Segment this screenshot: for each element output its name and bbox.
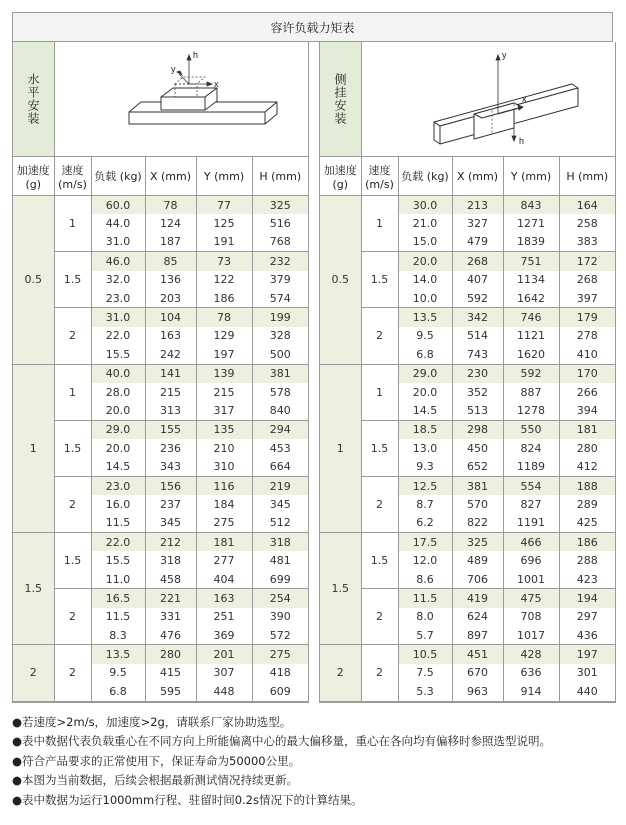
h-cell: 268 [576, 273, 598, 287]
col-speed: 速度(m/s) [361, 157, 398, 196]
h-cell: 410 [559, 345, 615, 364]
h-cell: 512 [252, 514, 308, 533]
y-cell: 277 [196, 551, 252, 569]
h-cell: 578 [269, 385, 291, 399]
x-cell: 221 [145, 589, 196, 608]
x-cell: 237 [145, 495, 196, 513]
speed-cell: 1 [54, 364, 91, 420]
y-cell: 210 [196, 439, 252, 457]
load-cell: 46.0 [91, 252, 145, 271]
load-cell: 21.0 [398, 214, 452, 232]
x-cell: 706 [452, 570, 503, 589]
x-cell: 327 [452, 214, 503, 232]
x-cell: 342 [452, 308, 503, 327]
x-cell: 419 [452, 589, 503, 608]
mount-label-side: 侧挂安装 [320, 42, 362, 156]
side-table-body [320, 196, 615, 702]
horizontal-mount-table [12, 42, 309, 703]
y-cell: 191 [196, 233, 252, 252]
y-cell: 592 [503, 364, 559, 383]
h-cell: 164 [559, 196, 615, 215]
table-row [320, 196, 615, 215]
x-cell: 236 [145, 439, 196, 457]
axis-label-h: h [518, 136, 524, 146]
y-cell: 1278 [503, 401, 559, 420]
speed-cell: 2 [54, 645, 91, 701]
axis-label-x: x [521, 94, 526, 104]
y-cell: 251 [196, 608, 252, 626]
x-cell: 624 [452, 608, 503, 626]
load-cell: 20.0 [91, 401, 145, 420]
y-cell: 696 [503, 551, 559, 569]
page [12, 12, 613, 810]
h-cell: 425 [559, 514, 615, 533]
load-cell: 44.0 [91, 214, 145, 232]
axis-label-y: y [170, 64, 175, 74]
y-cell: 78 [196, 308, 252, 327]
y-cell: 116 [196, 476, 252, 495]
x-cell: 104 [145, 308, 196, 327]
side-mount-table [319, 42, 616, 703]
table-row [320, 533, 615, 552]
accel-cell: 1.5 [13, 533, 54, 645]
load-cell: 12.0 [398, 551, 452, 569]
speed-cell: 2 [361, 308, 398, 364]
speed-cell: 2 [361, 645, 398, 701]
y-cell: 310 [196, 457, 252, 476]
load-cell: 16.5 [91, 589, 145, 608]
y-cell: 184 [196, 495, 252, 513]
h-cell: 186 [559, 533, 615, 552]
col-h: H (mm) [252, 157, 308, 196]
y-cell: 466 [503, 533, 559, 552]
y-cell: 1839 [503, 233, 559, 252]
x-cell: 415 [145, 664, 196, 682]
col-accel: 加速度(g) [320, 157, 361, 196]
x-cell: 592 [452, 289, 503, 308]
y-cell: 1001 [503, 570, 559, 589]
x-cell: 476 [145, 626, 196, 645]
load-cell: 8.6 [398, 570, 452, 589]
note-5: ●表中数据为运行1000mm行程、驻留时间0.2s情况下的计算结果。 [12, 792, 363, 807]
x-cell: 213 [452, 196, 503, 215]
x-cell: 407 [452, 271, 503, 289]
x-cell: 313 [145, 401, 196, 420]
load-cell: 11.5 [398, 589, 452, 608]
load-cell: 18.5 [398, 420, 452, 439]
y-cell: 186 [196, 289, 252, 308]
h-cell: 453 [269, 441, 291, 455]
h-cell: 258 [576, 217, 598, 231]
load-cell: 5.3 [398, 682, 452, 701]
y-cell: 827 [503, 495, 559, 513]
speed-cell: 1.5 [361, 252, 398, 308]
table-row [13, 645, 308, 664]
y-cell: 1017 [503, 626, 559, 645]
h-cell: 436 [559, 626, 615, 645]
table-row [320, 364, 615, 383]
load-cell: 60.0 [91, 196, 145, 215]
y-cell: 746 [503, 308, 559, 327]
h-cell: 609 [252, 682, 308, 701]
load-cell: 8.7 [398, 495, 452, 513]
x-cell: 242 [145, 345, 196, 364]
h-cell: 301 [576, 666, 598, 680]
h-cell: 297 [576, 610, 598, 624]
load-cell: 40.0 [91, 364, 145, 383]
h-cell: 325 [252, 196, 308, 215]
y-cell: 77 [196, 196, 252, 215]
x-cell: 489 [452, 551, 503, 569]
col-y: Y (mm) [196, 157, 252, 196]
load-cell: 16.0 [91, 495, 145, 513]
note-4: ●本图为当前数据，后续会根据最新测试情况持续更新。 [12, 773, 299, 788]
speed-cell: 1.5 [54, 533, 91, 589]
h-cell: 278 [576, 329, 598, 343]
table-row [13, 589, 308, 608]
h-cell: 318 [252, 533, 308, 552]
x-cell: 163 [145, 327, 196, 345]
load-cell: 29.0 [398, 364, 452, 383]
x-cell: 451 [452, 645, 503, 664]
load-cell: 14.0 [398, 271, 452, 289]
speed-cell: 2 [54, 308, 91, 364]
y-cell: 275 [196, 514, 252, 533]
h-cell: 197 [559, 645, 615, 664]
h-cell: 345 [269, 497, 291, 511]
table-row [320, 420, 615, 439]
load-cell: 11.0 [91, 570, 145, 589]
y-cell: 1134 [503, 271, 559, 289]
h-cell: 266 [576, 385, 598, 399]
table-row [13, 533, 308, 552]
load-cell: 28.0 [91, 383, 145, 401]
speed-cell: 2 [361, 476, 398, 532]
load-cell: 13.0 [398, 439, 452, 457]
h-cell: 840 [252, 401, 308, 420]
h-cell: 199 [252, 308, 308, 327]
load-cell: 9.5 [398, 327, 452, 345]
h-cell: 699 [252, 570, 308, 589]
x-cell: 450 [452, 439, 503, 457]
y-cell: 129 [196, 327, 252, 345]
x-cell: 203 [145, 289, 196, 308]
axis-label-x: x [213, 79, 218, 89]
y-cell: 708 [503, 608, 559, 626]
speed-cell: 1 [361, 364, 398, 420]
load-cell: 7.5 [398, 664, 452, 682]
x-cell: 343 [145, 457, 196, 476]
y-cell: 751 [503, 252, 559, 271]
table-row [13, 364, 308, 383]
load-cell: 10.0 [398, 289, 452, 308]
h-cell: 289 [576, 497, 598, 511]
table-row [13, 476, 308, 495]
load-cell: 23.0 [91, 289, 145, 308]
speed-cell: 2 [361, 589, 398, 645]
h-cell: 574 [252, 289, 308, 308]
h-cell: 516 [269, 217, 291, 231]
y-cell: 914 [503, 682, 559, 701]
speed-cell: 2 [54, 476, 91, 532]
y-cell: 887 [503, 383, 559, 401]
speed-cell: 1 [54, 196, 91, 252]
table-row [13, 252, 308, 271]
x-cell: 215 [145, 383, 196, 401]
load-cell: 22.0 [91, 533, 145, 552]
accel-cell: 0.5 [320, 196, 361, 365]
table-title: 容许负载力矩表 [12, 12, 613, 41]
x-cell: 78 [145, 196, 196, 215]
load-cell: 5.7 [398, 626, 452, 645]
side-mount-diagram [362, 42, 615, 156]
load-cell: 13.5 [398, 308, 452, 327]
load-cell: 22.0 [91, 327, 145, 345]
y-cell: 428 [503, 645, 559, 664]
load-cell: 31.0 [91, 308, 145, 327]
x-cell: 230 [452, 364, 503, 383]
load-cell: 15.5 [91, 551, 145, 569]
col-x: X (mm) [452, 157, 503, 196]
h-cell: 275 [252, 645, 308, 664]
load-cell: 17.5 [398, 533, 452, 552]
y-cell: 135 [196, 420, 252, 439]
load-cell: 14.5 [91, 457, 145, 476]
x-cell: 155 [145, 420, 196, 439]
note-3: ●符合产品要求的正常使用下，保证寿命为50000公里。 [12, 753, 301, 768]
x-cell: 268 [452, 252, 503, 271]
load-cell: 30.0 [398, 196, 452, 215]
y-cell: 307 [196, 664, 252, 682]
y-cell: 1189 [503, 457, 559, 476]
speed-cell: 2 [54, 589, 91, 645]
h-cell: 232 [252, 252, 308, 271]
load-cell: 14.5 [398, 401, 452, 420]
y-cell: 550 [503, 420, 559, 439]
axis-label-y: y [501, 50, 506, 60]
h-cell: 280 [576, 441, 598, 455]
x-cell: 570 [452, 495, 503, 513]
x-cell: 963 [452, 682, 503, 701]
load-cell: 20.0 [398, 383, 452, 401]
table-row [320, 589, 615, 608]
h-cell: 379 [269, 273, 291, 287]
y-cell: 554 [503, 476, 559, 495]
h-cell: 383 [559, 233, 615, 252]
h-cell: 481 [269, 554, 291, 568]
col-load: 负载 (kg) [91, 157, 145, 196]
y-cell: 125 [196, 214, 252, 232]
h-cell: 390 [269, 610, 291, 624]
col-load: 负载 (kg) [398, 157, 452, 196]
h-cell: 418 [269, 666, 291, 680]
x-cell: 479 [452, 233, 503, 252]
h-cell: 188 [559, 476, 615, 495]
table-row [320, 476, 615, 495]
load-cell: 11.5 [91, 514, 145, 533]
accel-cell: 2 [320, 645, 361, 701]
x-cell: 513 [452, 401, 503, 420]
x-cell: 187 [145, 233, 196, 252]
table-row [13, 196, 308, 215]
x-cell: 652 [452, 457, 503, 476]
y-cell: 1121 [503, 327, 559, 345]
y-cell: 1642 [503, 289, 559, 308]
load-cell: 13.5 [91, 645, 145, 664]
x-cell: 897 [452, 626, 503, 645]
x-cell: 352 [452, 383, 503, 401]
table-row [320, 252, 615, 271]
y-cell: 475 [503, 589, 559, 608]
y-cell: 369 [196, 626, 252, 645]
accel-cell: 2 [13, 645, 54, 701]
h-cell: 381 [252, 364, 308, 383]
axis-label-h: h [192, 50, 198, 60]
mount-label-horizontal: 水平安装 [13, 42, 55, 156]
y-cell: 139 [196, 364, 252, 383]
h-cell: 194 [559, 589, 615, 608]
table-row [13, 308, 308, 327]
col-accel: 加速度(g) [13, 157, 54, 196]
x-cell: 458 [145, 570, 196, 589]
x-cell: 318 [145, 551, 196, 569]
x-cell: 822 [452, 514, 503, 533]
speed-cell: 1.5 [54, 252, 91, 308]
y-cell: 843 [503, 196, 559, 215]
x-cell: 156 [145, 476, 196, 495]
x-cell: 280 [145, 645, 196, 664]
load-cell: 8.0 [398, 608, 452, 626]
table-row [320, 308, 615, 327]
h-cell: 397 [559, 289, 615, 308]
col-h: H (mm) [559, 157, 615, 196]
x-cell: 124 [145, 214, 196, 232]
load-cell: 11.5 [91, 608, 145, 626]
table-row [320, 645, 615, 664]
load-cell: 20.0 [91, 439, 145, 457]
load-cell: 6.2 [398, 514, 452, 533]
x-cell: 743 [452, 345, 503, 364]
x-cell: 325 [452, 533, 503, 552]
load-cell: 31.0 [91, 233, 145, 252]
h-cell: 170 [559, 364, 615, 383]
x-cell: 595 [145, 682, 196, 701]
h-cell: 172 [559, 252, 615, 271]
y-cell: 1271 [503, 214, 559, 232]
load-cell: 6.8 [398, 345, 452, 364]
accel-cell: 1 [13, 364, 54, 533]
h-cell: 254 [252, 589, 308, 608]
load-cell: 29.0 [91, 420, 145, 439]
speed-cell: 1.5 [361, 420, 398, 476]
h-cell: 294 [252, 420, 308, 439]
y-cell: 448 [196, 682, 252, 701]
y-cell: 197 [196, 345, 252, 364]
note-1: ●若速度>2m/s，加速度>2g，请联系厂家协助选型。 [12, 714, 292, 729]
h-cell: 394 [559, 401, 615, 420]
load-cell: 15.0 [398, 233, 452, 252]
speed-cell: 1.5 [361, 533, 398, 589]
y-cell: 317 [196, 401, 252, 420]
x-cell: 670 [452, 664, 503, 682]
y-cell: 824 [503, 439, 559, 457]
horizontal-table-body [13, 196, 308, 702]
y-cell: 636 [503, 664, 559, 682]
load-cell: 10.5 [398, 645, 452, 664]
h-cell: 500 [252, 345, 308, 364]
x-cell: 212 [145, 533, 196, 552]
h-cell: 181 [559, 420, 615, 439]
load-cell: 12.5 [398, 476, 452, 495]
load-cell: 9.3 [398, 457, 452, 476]
load-cell: 8.3 [91, 626, 145, 645]
notes [12, 713, 613, 811]
x-cell: 331 [145, 608, 196, 626]
x-cell: 141 [145, 364, 196, 383]
y-cell: 163 [196, 589, 252, 608]
x-cell: 345 [145, 514, 196, 533]
h-cell: 768 [252, 233, 308, 252]
accel-cell: 1 [320, 364, 361, 533]
h-cell: 288 [576, 554, 598, 568]
x-cell: 514 [452, 327, 503, 345]
accel-cell: 1.5 [320, 533, 361, 645]
note-2: ●表中数据代表负载重心在不同方向上所能偏离中心的最大偏移量，重心在各向均有偏移时参照选型说明。 [12, 734, 552, 749]
table-row [13, 420, 308, 439]
y-cell: 201 [196, 645, 252, 664]
h-cell: 219 [252, 476, 308, 495]
x-cell: 136 [145, 271, 196, 289]
load-cell: 20.0 [398, 252, 452, 271]
col-speed: 速度(m/s) [54, 157, 91, 196]
x-cell: 85 [145, 252, 196, 271]
load-cell: 15.5 [91, 345, 145, 364]
y-cell: 1620 [503, 345, 559, 364]
load-cell: 23.0 [91, 476, 145, 495]
h-cell: 664 [252, 457, 308, 476]
y-cell: 122 [196, 271, 252, 289]
h-cell: 328 [269, 329, 291, 343]
speed-cell: 1 [361, 196, 398, 252]
y-cell: 181 [196, 533, 252, 552]
h-cell: 179 [559, 308, 615, 327]
y-cell: 215 [196, 383, 252, 401]
h-cell: 412 [559, 457, 615, 476]
load-cell: 9.5 [91, 664, 145, 682]
y-cell: 73 [196, 252, 252, 271]
horizontal-mount-diagram [55, 42, 308, 156]
load-cell: 32.0 [91, 271, 145, 289]
col-y: Y (mm) [503, 157, 559, 196]
x-cell: 298 [452, 420, 503, 439]
h-cell: 572 [252, 626, 308, 645]
accel-cell: 0.5 [13, 196, 54, 365]
col-x: X (mm) [145, 157, 196, 196]
y-cell: 1191 [503, 514, 559, 533]
y-cell: 404 [196, 570, 252, 589]
speed-cell: 1.5 [54, 420, 91, 476]
h-cell: 440 [559, 682, 615, 701]
h-cell: 423 [559, 570, 615, 589]
x-cell: 381 [452, 476, 503, 495]
load-cell: 6.8 [91, 682, 145, 701]
